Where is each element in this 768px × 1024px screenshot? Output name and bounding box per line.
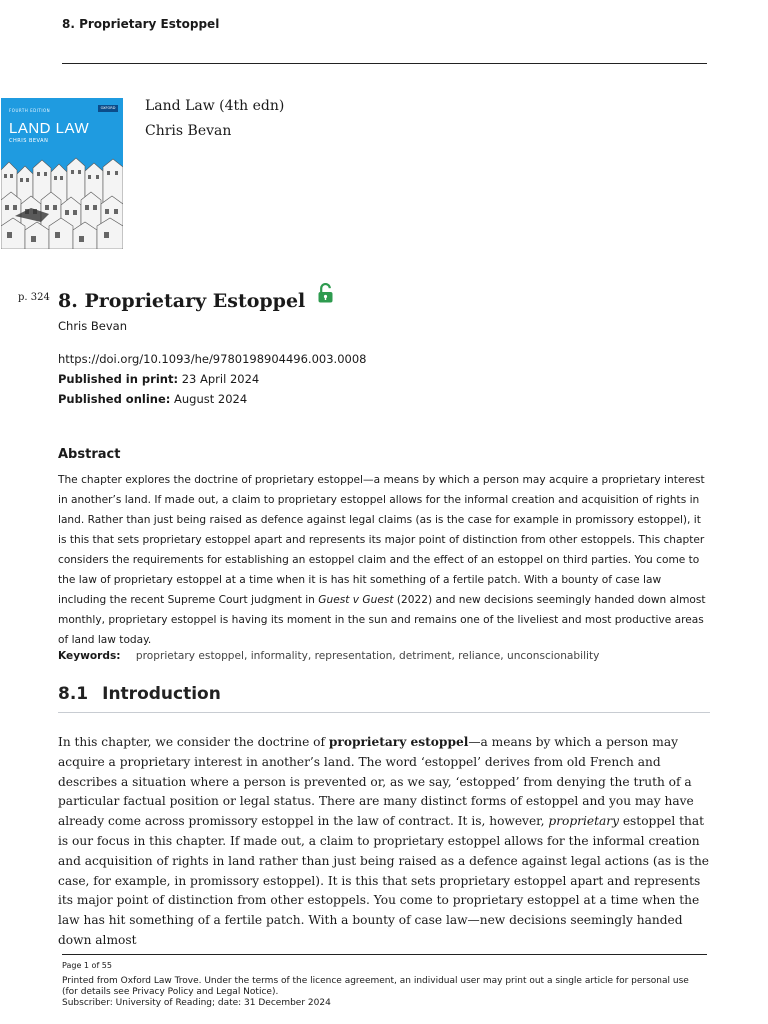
section-title: Introduction [102, 684, 221, 704]
online-label: Published online: [58, 392, 171, 406]
subscriber-text: Subscriber: University of Reading; date: 31 December 2024 [62, 998, 331, 1008]
chapter-title-text: 8. Proprietary Estoppel [58, 290, 306, 312]
cover-title: LAND LAW [9, 120, 90, 137]
body-text-3: estoppel that is our focus in this chapter. If made out, a claim to proprietary estoppel allows for the informal creation and acquisition of rights in land rather than just being raised as a defence against legal actions (as is the case, for example, in promissory estoppel). It is this that sets proprietary estoppel apart and represents its major point of distinction from other estoppels. You come to proprietary estoppel at a time when the law has hit something of a fertile patch. With a bounty of case law—new decisions seemingly handed down almost [58, 814, 710, 947]
footer-divider [62, 954, 707, 955]
abstract-part-2: (2022) and new decisions seemingly handed down almost monthly, proprietary estoppel is having its moment in the sun and remains one of the liveliest and most productive areas of land law today. [58, 594, 706, 646]
doi-link[interactable]: https://doi.org/10.1093/he/9780198904496.003.0008 [58, 352, 367, 366]
print-label: Published in print: [58, 372, 179, 386]
book-cover[interactable] [1, 98, 123, 249]
chapter-title [58, 283, 333, 312]
case-name: Guest v Guest [318, 594, 394, 606]
abstract-part-1: The chapter explores the doctrine of proprietary estoppel—a means by which a person may acquire a proprietary interest in another’s land. If made out, a claim to proprietary estoppel allows for the informal creation and acquisition of rights in land. Rather than just being raised as defence against legal claims (as is the case for example in promissory estoppel), it is this that sets proprietary estoppel apart and represents its major point of distinction from other estoppels. This chapter considers the requirements for establishing an estoppel claim and the effect of an estoppel on third parties. You come to the law of proprietary estoppel at a time when it is has hit something of a fertile patch. With a bounty of case law including the recent Supreme Court judgment in [58, 474, 705, 606]
body-paragraph [58, 733, 712, 951]
body-text-1: In this chapter, we consider the doctrine of [58, 735, 325, 749]
body-bold-term: proprietary estoppel [328, 735, 469, 749]
cover-publisher-logo: OXFORD [98, 105, 118, 112]
footer-licence [62, 976, 702, 1009]
keywords-label: Keywords: [58, 650, 121, 662]
print-date: 23 April 2024 [181, 372, 260, 386]
body-text-2: —a means by which a person may acquire a proprietary interest in another’s land. The word ‘estoppel’ derives from old French and describes a situation where a person is prevented or, as we say, ‘estopped’ from denying the truth of a particular factual position or legal status. There are many distinct forms of estoppel and you may have already come across promissory estoppel in the law of contract. It is, however, [58, 735, 694, 829]
section-heading [58, 684, 221, 704]
unlocked-padlock-icon [318, 283, 333, 303]
header-divider [62, 63, 707, 64]
published-online [58, 392, 247, 406]
keywords-list[interactable]: proprietary estoppel, informality, representation, detriment, reliance, unconscionability [135, 650, 600, 662]
cover-houses-illustration [1, 150, 123, 249]
keywords [58, 650, 599, 662]
page-marker: p. 324 [18, 292, 50, 303]
online-date: August 2024 [174, 392, 248, 406]
abstract-text [58, 470, 708, 650]
cover-edition: FOURTH EDITION [9, 108, 51, 113]
published-in-print [58, 372, 259, 386]
footer-page-number: Page 1 of 55 [62, 961, 112, 970]
book-title[interactable]: Land Law (4th edn) [145, 98, 285, 114]
book-author: Chris Bevan [145, 123, 232, 139]
body-italic-term: proprietary [548, 814, 619, 829]
section-divider [58, 712, 710, 713]
section-number: 8.1 [58, 684, 89, 704]
cover-author: CHRIS BEVAN [9, 138, 49, 144]
abstract-heading: Abstract [58, 447, 121, 462]
licence-text: Printed from Oxford Law Trove. Under the terms of the licence agreement, an individual user may print out a single article for personal use (for details see Privacy Policy and Legal Notice). [62, 976, 689, 997]
running-head: 8. Proprietary Estoppel [62, 17, 220, 31]
chapter-author: Chris Bevan [58, 319, 127, 333]
